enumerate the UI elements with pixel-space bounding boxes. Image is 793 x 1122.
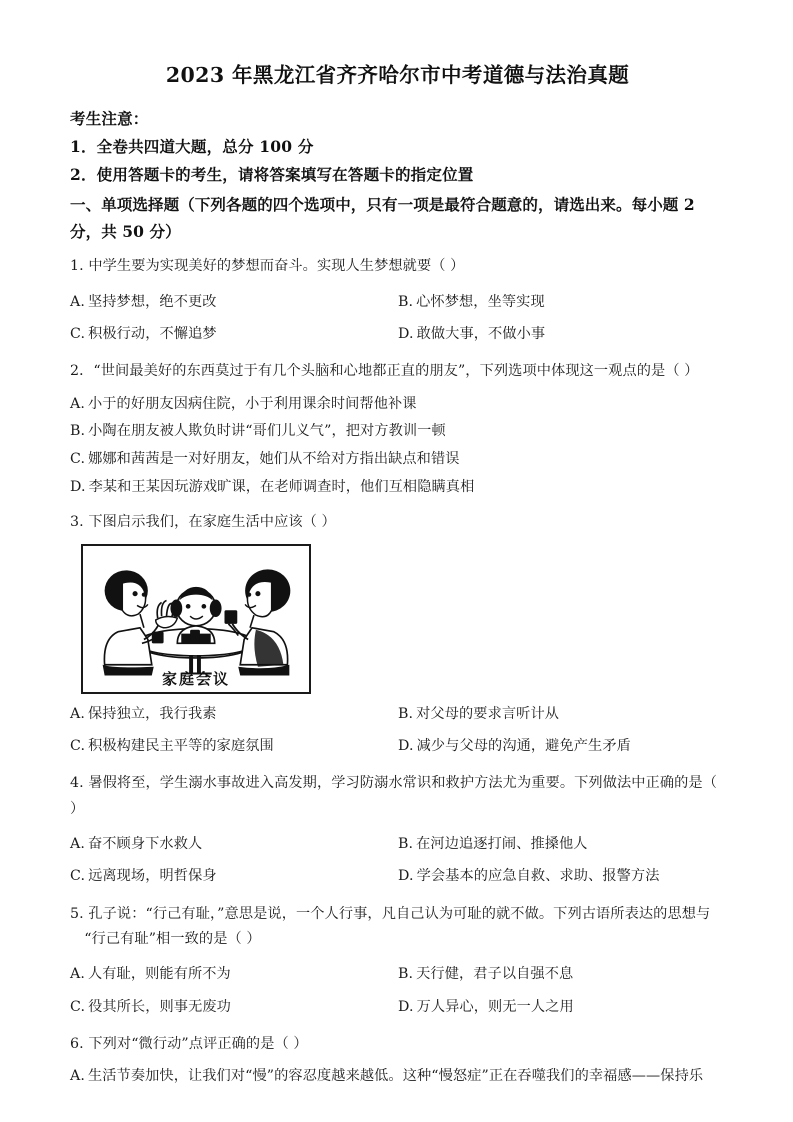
option-label: C. [70, 325, 86, 342]
section-heading-multiple-choice: 一、单项选择题（下列各题的四个选项中，只有一项是最符合题意的，请选出来。每小题 2 分，共 50 分） [70, 195, 695, 241]
option-text: 娜娜和茜茜是一对好朋友，她们从不给对方指出缺点和错误 [88, 451, 460, 467]
option-label: B. [70, 423, 86, 440]
option-text: 积极构建民主平等的家庭氛围 [88, 738, 274, 755]
page-content [70, 62, 725, 1093]
question-4-options [70, 828, 725, 893]
option-label: D. [398, 738, 414, 755]
option-label: A. [70, 966, 85, 983]
question-4-option-a[interactable] [70, 828, 398, 860]
option-text: 在河边追逐打闹、推搡他人 [416, 835, 588, 852]
question-6-options [70, 1063, 725, 1091]
question-3-option-a[interactable] [70, 698, 398, 730]
option-label: B. [398, 705, 414, 722]
option-text: 积极行动，不懈追梦 [88, 325, 217, 342]
option-label: B. [398, 966, 414, 983]
question-2 [70, 359, 725, 501]
option-label: D. [70, 478, 86, 495]
question-5-stem [70, 902, 725, 953]
option-text: 学会基本的应急自救、求助、报警方法 [416, 868, 660, 885]
option-text: 坚持梦想，绝不更改 [87, 293, 217, 310]
question-6 [70, 1032, 725, 1091]
question-1-stem: 1. 中学生要为实现美好的梦想而奋斗。实现人生梦想就要（ ） [70, 258, 465, 275]
question-5 [70, 902, 725, 1023]
question-3-option-b[interactable] [398, 698, 725, 730]
option-text: 天行健，君子以自强不息 [416, 966, 574, 983]
option-label: A. [70, 293, 85, 310]
question-1-option-b[interactable] [398, 286, 725, 318]
question-1-option-a[interactable] [70, 286, 398, 318]
question-5-option-a[interactable] [70, 958, 398, 990]
question-1 [70, 254, 725, 350]
option-text: 李某和王某因玩游戏旷课，在老师调查时，他们互相隐瞒真相 [88, 478, 475, 495]
option-label: D. [398, 325, 414, 342]
question-3-options [70, 698, 725, 763]
option-label: C. [70, 738, 86, 755]
question-2-option-c[interactable] [70, 446, 725, 474]
option-label: B. [398, 293, 414, 310]
question-3-option-d[interactable] [398, 730, 725, 762]
question-2-option-a[interactable] [70, 391, 725, 419]
notice-item-2: 2．使用答题卡的考生，请将答案填写在答题卡的指定位置 [70, 164, 474, 184]
question-5-stem-line-2: “行己有耻”相一致的是（ ） [84, 931, 261, 947]
option-label: A. [70, 835, 85, 852]
question-2-options [70, 391, 725, 502]
question-3-figure-wrap [70, 544, 725, 694]
question-5-option-d[interactable] [398, 991, 725, 1023]
option-label: D. [398, 998, 414, 1015]
family-meeting-cartoon [81, 544, 311, 694]
option-text: 保持独立，我行我素 [87, 705, 217, 722]
option-text: 生活节奏加快，让我们对“慢”的容忍度越来越低。这种“慢怒症”正在吞噬我们的幸福感——保持乐 [87, 1068, 704, 1085]
question-3-stem: 3. 下图启示我们，在家庭生活中应该（ ） [70, 514, 336, 531]
question-4-stem: 4. 暑假将至，学生溺水事故进入高发期，学习防溺水常识和救护方法尤为重要。下列做法中正确的是（ ） [70, 775, 717, 817]
question-1-option-d[interactable] [398, 318, 725, 350]
option-label: B. [398, 835, 414, 852]
question-2-option-b[interactable] [70, 418, 725, 446]
option-text: 心怀梦想，坐等实现 [416, 293, 545, 310]
question-1-options [70, 286, 725, 351]
question-5-options [70, 958, 725, 1023]
notice-heading: 考生注意： [70, 108, 149, 128]
option-text: 对父母的要求言听计从 [416, 705, 560, 722]
figure-caption: 家庭会议 [161, 669, 230, 688]
option-label: C. [70, 868, 86, 885]
question-4-option-b[interactable] [398, 828, 725, 860]
option-text: 小于的好朋友因病住院，小于利用课余时间帮他补课 [87, 395, 417, 412]
question-5-stem-line-1: 5. 孔子说：“行己有耻，”意思是说，一个人行事，凡自己认为可耻的就不做。下列古语所表达的思想与 [70, 905, 711, 922]
option-text: 远离现场，明哲保身 [88, 868, 217, 885]
question-1-option-c[interactable] [70, 318, 398, 350]
option-text: 万人异心，则无一人之用 [416, 998, 574, 1015]
option-label: C. [70, 998, 86, 1015]
option-text: 役其所长，则事无废功 [88, 998, 231, 1015]
option-text: 人有耻，则能有所不为 [87, 966, 231, 983]
option-text: 减少与父母的沟通，避免产生矛盾 [416, 738, 631, 755]
question-2-option-d[interactable] [70, 474, 725, 502]
question-2-stem: 2．“世间最美好的东西莫过于有几个头脑和心地都正直的朋友”，下列选项中体现这一观点的是（ ） [70, 363, 699, 380]
question-6-option-a[interactable] [70, 1063, 725, 1091]
option-text: 奋不顾身下水救人 [87, 835, 203, 852]
question-5-option-c[interactable] [70, 991, 398, 1023]
notice-item-1: 1．全卷共四道大题，总分 100 分 [70, 136, 314, 156]
question-3-option-c[interactable] [70, 730, 398, 762]
page-title: 2023 年黑龙江省齐齐哈尔市中考道德与法治真题 [165, 63, 630, 87]
option-text: 小陶在朋友被人欺负时讲“哥们儿义气”，把对方教训一顿 [88, 423, 446, 440]
option-label: D. [398, 868, 414, 885]
question-4 [70, 771, 725, 892]
option-label: A. [70, 705, 85, 722]
option-label: C. [70, 451, 86, 467]
question-4-option-d[interactable] [398, 860, 725, 892]
option-label: A. [70, 395, 85, 412]
option-label: A. [70, 1068, 85, 1085]
option-text: 敢做大事，不做小事 [416, 325, 546, 342]
question-6-stem: 6. 下列对“微行动”点评正确的是（ ） [70, 1036, 308, 1053]
question-4-option-c[interactable] [70, 860, 398, 892]
question-3 [70, 510, 725, 762]
question-5-option-b[interactable] [398, 958, 725, 990]
